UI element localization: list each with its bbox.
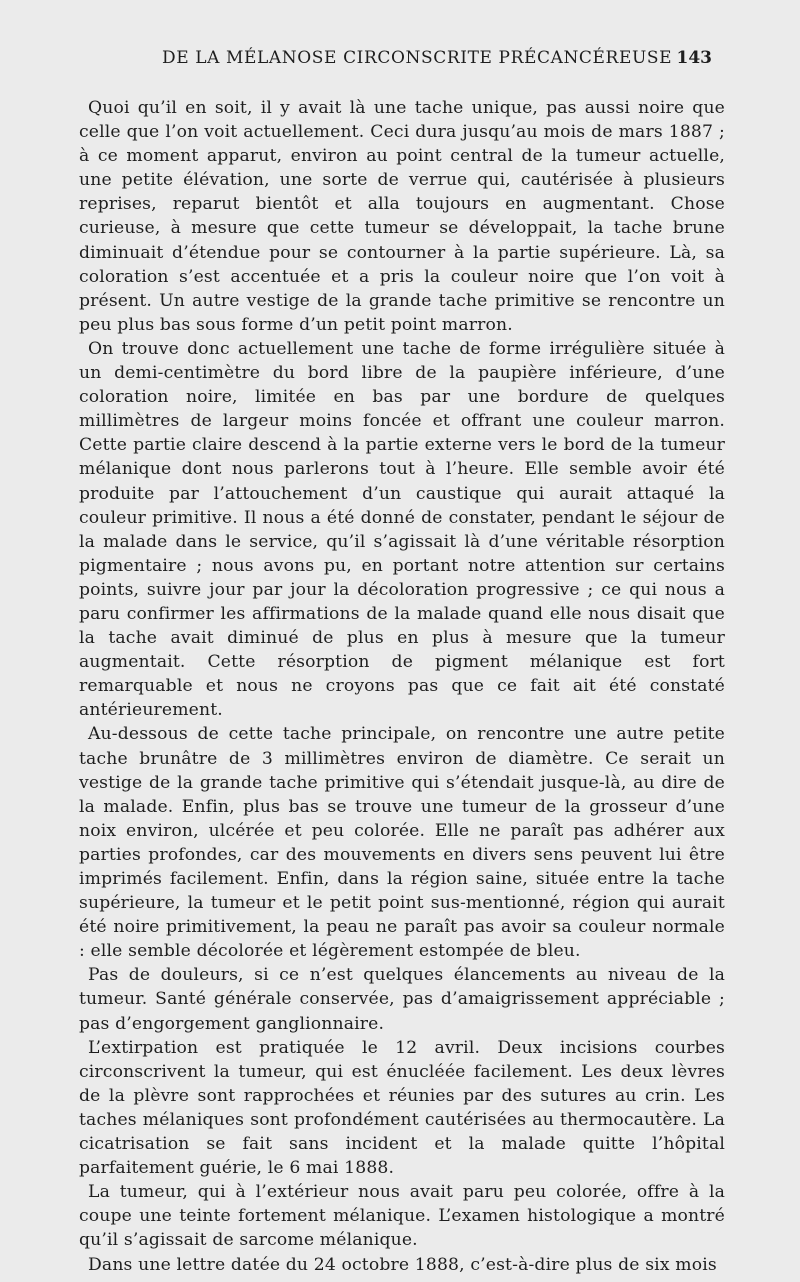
paragraph: L’extirpation est pratiquée le 12 avril. Deux incisions courbes circonscrivent la tumeur, qui est énucléée facilement. Les deux lèvres de la plèvre sont rapprochées et réunies par des sutures au crin. Les taches mélaniques sont profondément cautérisées au thermocautère. La cicatrisation se fait sans incident et la malade quitte l’hôpital parfaitement guérie, le 6 mai 1888. <box>79 1037 725 1179</box>
body-text <box>79 96 725 1277</box>
paragraph: Au-dessous de cette tache principale, on rencontre une autre petite tache brunâtre de 3 millimètres environ de diamètre. Ce serait un vestige de la grande tache primitive qui s’étendait jusque-là, au dire de la malade. Enfin, plus bas se trouve une tumeur de la grosseur d’une noix environ, ulcérée et peu colorée. Elle ne paraît pas adhérer aux parties profondes, car des mouvements en divers sens peuvent lui être imprimés facilement. Enfin, dans la région saine, située entre la tache supérieure, la tumeur et le petit point sus-mentionné, région qui aurait été noire primitivement, la peau ne paraît pas avoir sa couleur normale : elle semble décolorée et légèrement estompée de bleu. <box>79 724 725 962</box>
running-title: DE LA MÉLANOSE CIRCONSCRITE PRÉCANCÉREUSE <box>162 48 673 68</box>
paragraph: Quoi qu’il en soit, il y avait là une tache unique, pas aussi noire que celle que l’on voit actuellement. Ceci dura jusqu’au mois de mars 1887 ; à ce moment apparut, environ au point central de la tumeur actuelle, une petite élévation, une sorte de verrue qui, cautérisée à plusieurs reprises, reparut bientôt et alla toujours en augmentant. Chose curieuse, à mesure que cette tumeur se développait, la tache brune diminuait d’étendue pour se contourner à la partie supérieure. Là, sa coloration s’est accentuée et a pris la couleur noire que l’on voit à présent. Un autre vestige de la grande tache primitive se rencontre un peu plus bas sous forme d’un petit point marron. <box>79 98 725 335</box>
paragraph: Dans une lettre datée du 24 octobre 1888, c’est-à-dire plus de six mois <box>88 1254 717 1275</box>
paragraph: La tumeur, qui à l’extérieur nous avait paru peu colorée, offre à la coupe une teinte fortement mélanique. L’examen histologique a montré qu’il s’agissait de sarcome mélanique. <box>79 1182 725 1251</box>
running-head <box>68 44 724 72</box>
page-number: 143 <box>676 48 712 68</box>
paragraph: On trouve donc actuellement une tache de forme irrégulière située à un demi-centimètre du bord libre de la paupière inférieure, d’une coloration noire, limitée en bas par une bordure de quelques millimètres de largeur moins foncée et offrant une couleur marron. Cette partie claire descend à la partie externe vers le bord de la tumeur mélanique dont nous parlerons tout à l’heure. Elle semble avoir été produite par l’attouchement d’un caustique qui aurait attaqué la couleur primitive. Il nous a été donné de constater, pendant le séjour de la malade dans le service, qu’il s’agissait là d’une véritable résorption pigmentaire ; nous avons pu, en portant notre attention sur certains points, suivre jour par jour la décoloration progressive ; ce qui nous a paru confirmer les affirmations de la malade quand elle nous disait que la tache avait diminué de plus en plus à mesure que la tumeur augmentait. Cette résorption de pigment mélanique est fort remarquable et nous ne croyons pas que ce fait ait été constaté antérieurement. <box>79 338 725 721</box>
paragraph: Pas de douleurs, si ce n’est quelques élancements au niveau de la tumeur. Santé générale conservée, pas d’amaigrissement appréciable ; pas d’engorgement ganglionnaire. <box>79 965 725 1034</box>
